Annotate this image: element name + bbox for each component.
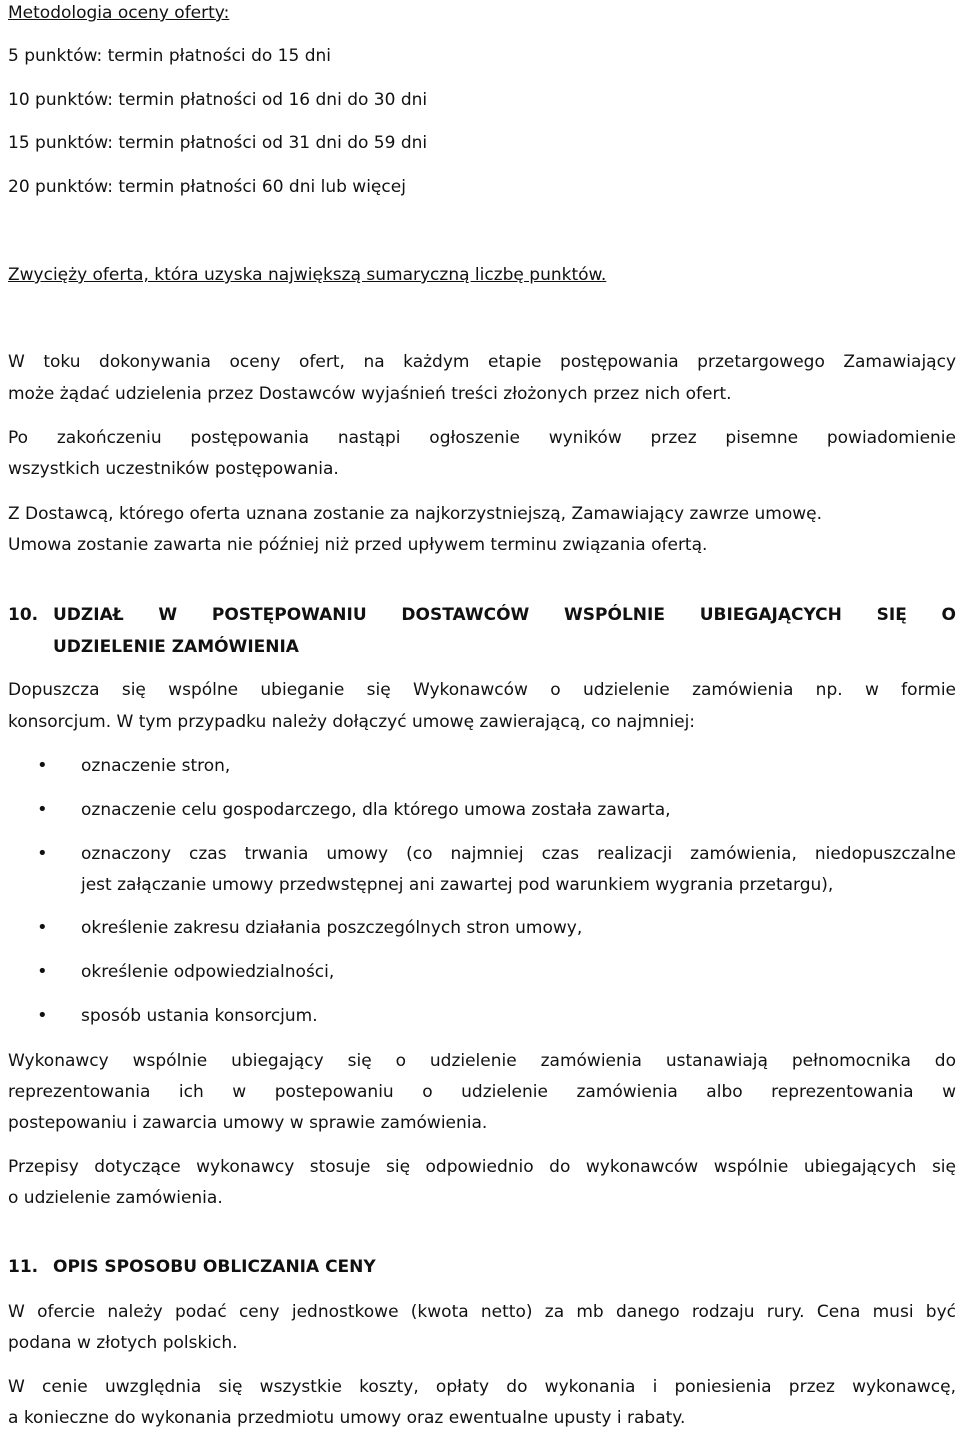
scoring-line-2: 10 punktów: termin płatności od 16 dni do 30 dni	[8, 90, 428, 110]
section-11-title: OPIS SPOSOBU OBLICZANIA CENY	[53, 1257, 376, 1277]
list-item-termination: sposób ustania konsorcjum.	[81, 1006, 318, 1026]
scoring-line-3: 15 punktów: termin płatności od 31 dni do 59 dni	[8, 133, 428, 153]
evaluation-paragraph-3-line-2: Umowa zostanie zawarta nie później niż przed upływem terminu związania ofertą.	[8, 535, 708, 555]
consortium-intro-line-1: Dopuszcza się wspólne ubieganie się Wykonawców o udzielenie zamówienia np. w formie	[8, 680, 956, 700]
scoring-line-1: 5 punktów: termin płatności do 15 dni	[8, 46, 331, 66]
bullet-icon: •	[37, 1005, 48, 1026]
list-item-liability: określenie odpowiedzialności,	[81, 962, 335, 982]
price-paragraph-2-line-1: W cenie uwzględnia się wszystkie koszty, opłaty do wykonania i poniesienia przez wykonawcę,	[8, 1377, 956, 1397]
representative-line-3: postepowaniu i zawarcia umowy w sprawie zamówienia.	[8, 1113, 488, 1133]
list-item-duration-line-2: jest załączanie umowy przedwstępnej ani zawartej pod warunkiem wygrania przetargu),	[81, 875, 834, 895]
list-item-parties: oznaczenie stron,	[81, 756, 231, 776]
representative-line-2: reprezentowania ich w postepowaniu o udzielenie zamówienia albo reprezentowania w	[8, 1082, 956, 1102]
bullet-icon: •	[37, 843, 48, 864]
section-11-number: 11.	[8, 1257, 39, 1277]
price-paragraph-1-line-2: podana w złotych polskich.	[8, 1333, 238, 1353]
evaluation-paragraph-1-line-2: może żądać udzielenia przez Dostawców wyjaśnień treści złożonych przez nich ofert.	[8, 384, 732, 404]
evaluation-paragraph-1-line-1: W toku dokonywania oceny ofert, na każdym etapie postępowania przetargowego Zamawiający	[8, 352, 956, 372]
bullet-icon: •	[37, 799, 48, 820]
evaluation-paragraph-3-line-1: Z Dostawcą, którego oferta uznana zostanie za najkorzystniejszą, Zamawiający zawrze umowę.	[8, 504, 823, 524]
evaluation-paragraph-2-line-1: Po zakończeniu postępowania nastąpi ogłoszenie wyników przez pisemne powiadomienie	[8, 428, 956, 448]
bullet-icon: •	[37, 917, 48, 938]
price-paragraph-1-line-1: W ofercie należy podać ceny jednostkowe (kwota netto) za mb danego rodzaju rury. Cena musi być	[8, 1302, 956, 1322]
rules-line-1: Przepisy dotyczące wykonawcy stosuje się odpowiednio do wykonawców wspólnie ubiegających się	[8, 1157, 956, 1177]
winner-rule: Zwycięży oferta, która uzyska największą sumaryczną liczbę punktów.	[8, 265, 607, 285]
section-10-title-line-2: UDZIELENIE ZAMÓWIENIA	[53, 637, 299, 657]
section-10-title-line-1: UDZIAŁ W POSTĘPOWANIU DOSTAWCÓW WSPÓLNIE UBIEGAJĄCYCH SIĘ O	[53, 605, 956, 625]
rules-line-2: o udzielenie zamówienia.	[8, 1188, 223, 1208]
methodology-heading: Metodologia oceny oferty:	[8, 3, 230, 23]
representative-line-1: Wykonawcy wspólnie ubiegający się o udzielenie zamówienia ustanawiają pełnomocnika do	[8, 1051, 956, 1071]
scoring-line-4: 20 punktów: termin płatności 60 dni lub więcej	[8, 177, 406, 197]
price-paragraph-2-line-2: a konieczne do wykonania przedmiotu umowy oraz ewentualne upusty i rabaty.	[8, 1408, 686, 1428]
list-item-purpose: oznaczenie celu gospodarczego, dla którego umowa została zawarta,	[81, 800, 671, 820]
evaluation-paragraph-2-line-2: wszystkich uczestników postępowania.	[8, 459, 339, 479]
bullet-icon: •	[37, 961, 48, 982]
list-item-duration-line-1: oznaczony czas trwania umowy (co najmniej czas realizacji zamówienia, niedopuszczalne	[81, 844, 956, 864]
list-item-scope: określenie zakresu działania poszczególnych stron umowy,	[81, 918, 583, 938]
consortium-intro-line-2: konsorcjum. W tym przypadku należy dołączyć umowę zawierającą, co najmniej:	[8, 712, 696, 732]
bullet-icon: •	[37, 755, 48, 776]
section-10-number: 10.	[8, 605, 39, 625]
